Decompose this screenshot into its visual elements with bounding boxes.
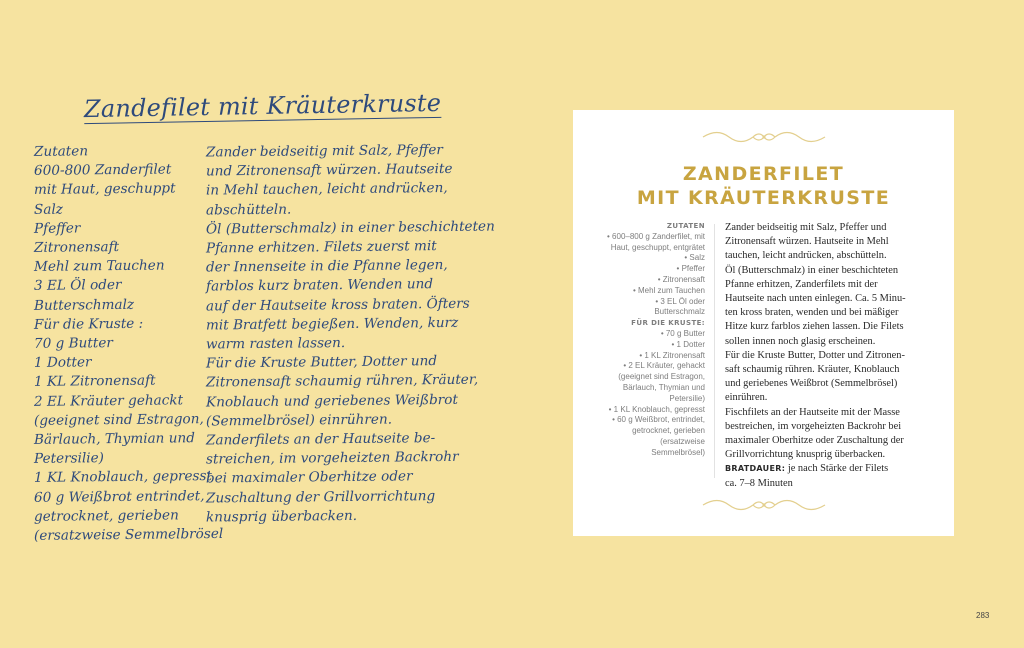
handwritten-line: 70 g Butter (33, 335, 113, 352)
handwritten-line: Zitronensaft (33, 239, 120, 256)
instruction-line: Öl (Butterschmalz) in einer beschichteten (725, 264, 899, 276)
instruction-line: Hautseite nach unten einlegen. Ca. 5 Minu- (725, 293, 906, 305)
handwritten-line: 3 EL Öl oder (33, 277, 122, 295)
bratdauer-time: ca. 7–8 Minuten (725, 477, 793, 489)
crust-ingredient-line: • 1 KL Knoblauch, gepresst (608, 404, 705, 414)
handwritten-title: Zandefilet mit Kräuterkruste (83, 88, 442, 124)
handwritten-line: Mehl zum Tauchen (33, 257, 165, 276)
handwritten-line: (Semmelbrösel) einrühren. (205, 411, 393, 430)
instruction-line: maximaler Oberhitze oder Zuschaltung der (725, 435, 904, 447)
page-number: 283 (976, 611, 990, 620)
handwritten-line: Knoblauch und geriebenes Weißbrot (205, 391, 458, 411)
bratdauer-value: je nach Stärke der Filets (787, 463, 889, 475)
bratdauer-row (725, 462, 943, 476)
handwritten-line: (geeignet sind Estragon, (33, 410, 204, 429)
handwritten-line: streichen, im vorgeheizten Backrohr (205, 449, 459, 468)
ingredient-line: • Salz (684, 253, 705, 263)
recipe-card (573, 110, 954, 536)
handwritten-line: Zuschaltung der Grillvorrichtung (205, 487, 436, 507)
crust-ingredient-line: • 1 KL Zitronensaft (639, 350, 705, 360)
ingredient-line: • Pfeffer (676, 264, 705, 274)
crust-ingredient-line: • 70 g Butter (660, 328, 705, 338)
ingredients-column (585, 221, 705, 459)
instruction-line: saft schaumig rühren. Kräuter, Knoblauch (725, 364, 900, 376)
handwritten-line: 1 KL Knoblauch, gepresst (33, 468, 212, 487)
ingredients-heading: ZUTATEN (666, 222, 705, 230)
handwritten-line: 1 Dotter (33, 354, 92, 372)
crust-ingredient-line: • 1 Dotter (671, 339, 705, 349)
handwritten-line: 1 KL Zitronensaft (33, 373, 156, 391)
instruction-line: Grillvorrichtung knusprig überbacken. (725, 449, 886, 461)
crust-ingredient-line: Bärlauch, Thymian und (622, 382, 705, 392)
crust-ingredient-line: getrocknet, gerieben (632, 426, 705, 436)
handwritten-line: 600-800 Zanderfilet (33, 161, 172, 180)
ingredient-line: • Mehl zum Tauchen (632, 285, 705, 295)
handwritten-line: Für die Kruste Butter, Dotter und (205, 353, 438, 372)
instruction-line: Zitronensaft würzen. Hautseite in Mehl (725, 236, 889, 248)
instruction-line: Zander beidseitig mit Salz, Pfeffer und (725, 222, 887, 233)
handwritten-line: warm rasten lassen. (205, 335, 346, 353)
handwritten-line: bei maximaler Oberhitze oder (205, 468, 413, 487)
instruction-line: sollen innen noch glasig erscheinen. (725, 335, 876, 347)
ingredient-line: Haut, geschuppt, entgrätet (610, 242, 705, 252)
crust-ingredient-line: (ersatzweise (660, 436, 705, 446)
instruction-line: Hitze kurz farblos ziehen lassen. Die Filets (725, 321, 904, 333)
ingredient-line: • 3 EL Öl oder (655, 296, 705, 306)
instructions-list (725, 221, 943, 462)
card-title-line-2: MIT KRÄUTERKRUSTE (636, 187, 891, 209)
handwritten-line: (ersatzweise Semmelbrösel (33, 525, 224, 544)
handwritten-line: knusprig überbacken. (205, 507, 358, 526)
handwritten-line: Öl (Butterschmalz) in einer beschichteten (205, 218, 495, 238)
handwritten-line: Zutaten (33, 143, 89, 160)
ingredient-line: • Zitronensaft (657, 274, 705, 284)
handwritten-line: auf der Hautseite kross braten. Öfters (205, 295, 470, 315)
ingredients-list (585, 232, 705, 318)
handwritten-instructions (205, 142, 495, 526)
handwritten-line: mit Bratfett begießen. Wenden, kurz (205, 314, 459, 334)
handwritten-ingredients (33, 142, 224, 545)
handwritten-line: der Innenseite in die Pfanne legen, (205, 257, 448, 276)
column-divider (714, 224, 715, 478)
instruction-line: Pfanne erhitzen, Zanderfilets mit der (725, 278, 878, 290)
ingredient-line: • 600–800 g Zanderfilet, mit (607, 231, 705, 241)
handwritten-line: Zander beidseitig mit Salz, Pfeffer (205, 142, 443, 161)
card-title (573, 162, 954, 210)
handwritten-line: Pfanne erhitzen. Filets zuerst mit (205, 238, 437, 257)
card-title-line-1: ZANDERFILET (682, 163, 845, 185)
handwritten-line: Bärlauch, Thymian und (33, 430, 196, 448)
instruction-line: ten kross braten, wenden und bei mäßiger (725, 307, 899, 319)
instruction-line: Für die Kruste Butter, Dotter und Zitronen- (725, 349, 905, 361)
crust-heading: FÜR DIE KRUSTE: (631, 319, 705, 328)
handwritten-line: mit Haut, geschuppt (33, 180, 176, 199)
instructions-column (725, 221, 943, 491)
instruction-line: und geriebenes Weißbrot (Semmelbrösel) (725, 378, 898, 390)
handwritten-line: Zitronensaft schaumig rühren, Kräuter, (205, 372, 479, 391)
instruction-line: einrühren. (725, 392, 768, 404)
handwritten-line: getrocknet, gerieben (33, 507, 179, 525)
crust-ingredient-line: Semmelbrösel) (651, 447, 705, 457)
handwritten-line: in Mehl tauchen, leicht andrücken, (205, 180, 448, 199)
crust-ingredients-list (585, 329, 705, 459)
handwritten-line: abschütteln. (205, 201, 292, 219)
handwritten-line: farblos kurz braten. Wenden und (205, 276, 434, 295)
ornament-top-icon (573, 130, 954, 144)
crust-ingredient-line: • 60 g Weißbrot, entrindet, (612, 415, 705, 425)
crust-ingredient-line: (geeignet sind Estragon, (618, 372, 705, 382)
handwritten-line: und Zitronensaft würzen. Hautseite (205, 161, 453, 180)
ingredient-line: Butterschmalz (654, 307, 705, 317)
instruction-line: bestreichen, im vorgeheizten Backrohr bei (725, 420, 902, 432)
crust-ingredient-line: Petersilie) (669, 393, 705, 403)
handwritten-line: 60 g Weißbrot entrindet, (33, 487, 205, 506)
instruction-line: Fischfilets an der Hautseite mit der Masse (725, 406, 900, 418)
handwritten-line: Salz (33, 201, 64, 218)
handwritten-line: Zanderfilets an der Hautseite be- (205, 430, 436, 449)
crust-ingredient-line: • 2 EL Kräuter, gehackt (623, 361, 705, 371)
handwritten-line: Petersilie) (33, 450, 105, 468)
instruction-line: tauchen, leicht andrücken, abschütteln. (725, 250, 887, 262)
handwritten-line: Butterschmalz (33, 296, 135, 314)
handwritten-line: 2 EL Kräuter gehackt (33, 391, 184, 410)
bratdauer-label: BRATDAUER: (725, 464, 786, 474)
ornament-bottom-icon (573, 498, 954, 512)
handwritten-line: Pfeffer (33, 220, 81, 237)
handwritten-line: Für die Kruste : (33, 315, 144, 333)
